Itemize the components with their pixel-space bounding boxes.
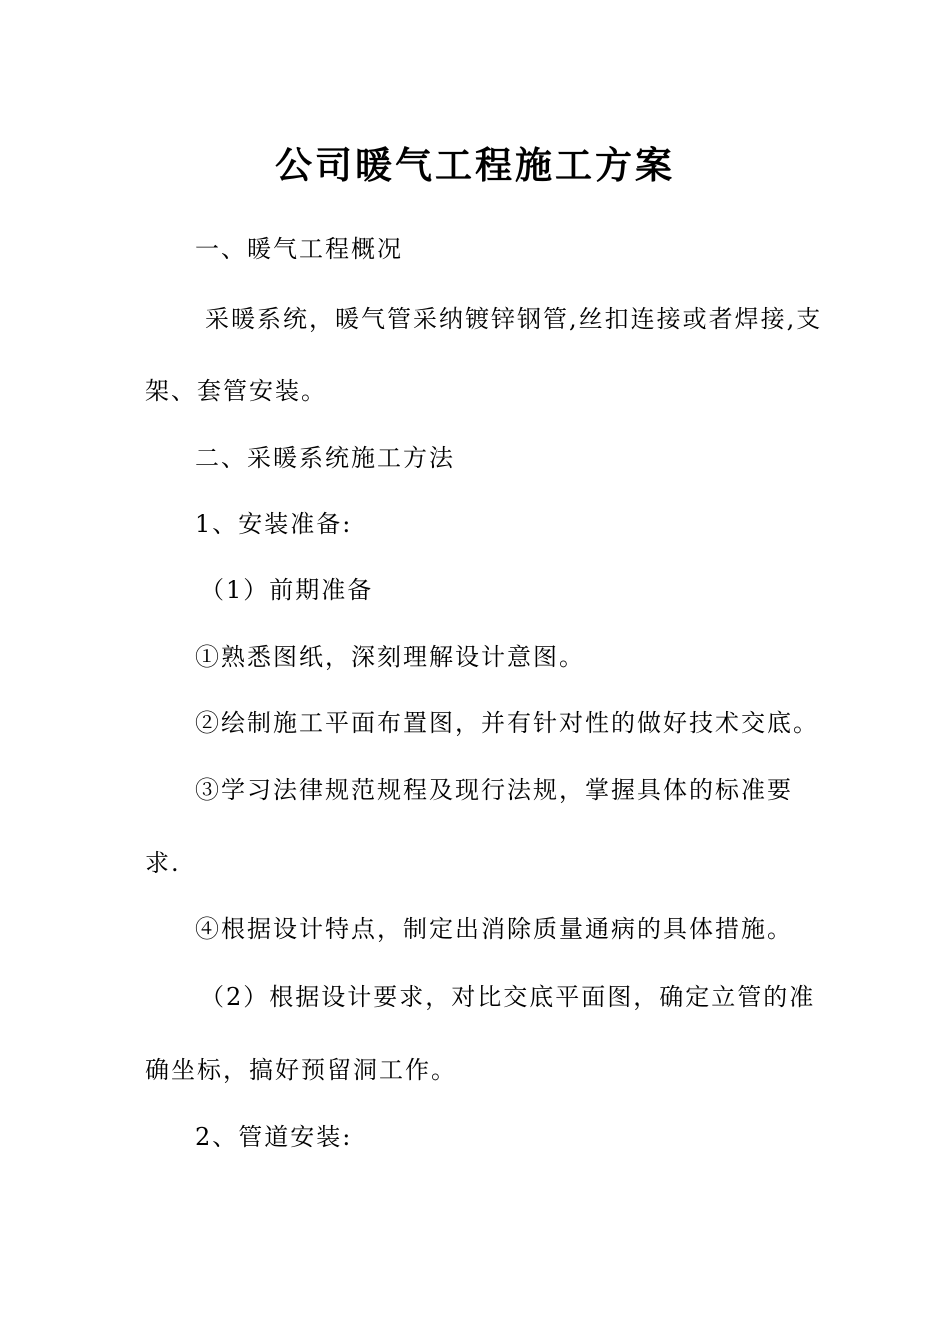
step1-text: ①熟悉图纸，深刻理解设计意图。	[195, 643, 585, 671]
sub2-line2: 确坐标，搞好预留洞工作。	[145, 1056, 457, 1084]
section1-paragraph-line2: 架、套管安装。	[145, 377, 327, 405]
step2-text: ②绘制施工平面布置图，并有针对性的做好技术交底。	[195, 709, 819, 737]
section1-heading: 一、暖气工程概况	[195, 235, 403, 263]
item2-heading: 2、管道安装:	[195, 1123, 353, 1151]
section1-paragraph-line1: 采暖系统，暖气管采纳镀锌钢管,丝扣连接或者焊接,支	[205, 305, 823, 333]
step3-line2: 求.	[145, 849, 181, 877]
section2-heading: 二、采暖系统施工方法	[195, 444, 455, 472]
document-title: 公司暖气工程施工方案	[275, 143, 675, 187]
step3-line1: ③学习法律规范规程及现行法规，掌握具体的标准要	[195, 776, 793, 804]
sub2-line1: （2）根据设计要求，对比交底平面图，确定立管的准	[200, 983, 816, 1011]
item1-heading: 1、安装准备:	[195, 510, 353, 538]
sub1-heading: （1）前期准备	[200, 576, 374, 604]
step4-text: ④根据设计特点，制定出消除质量通病的具体措施。	[195, 915, 793, 943]
